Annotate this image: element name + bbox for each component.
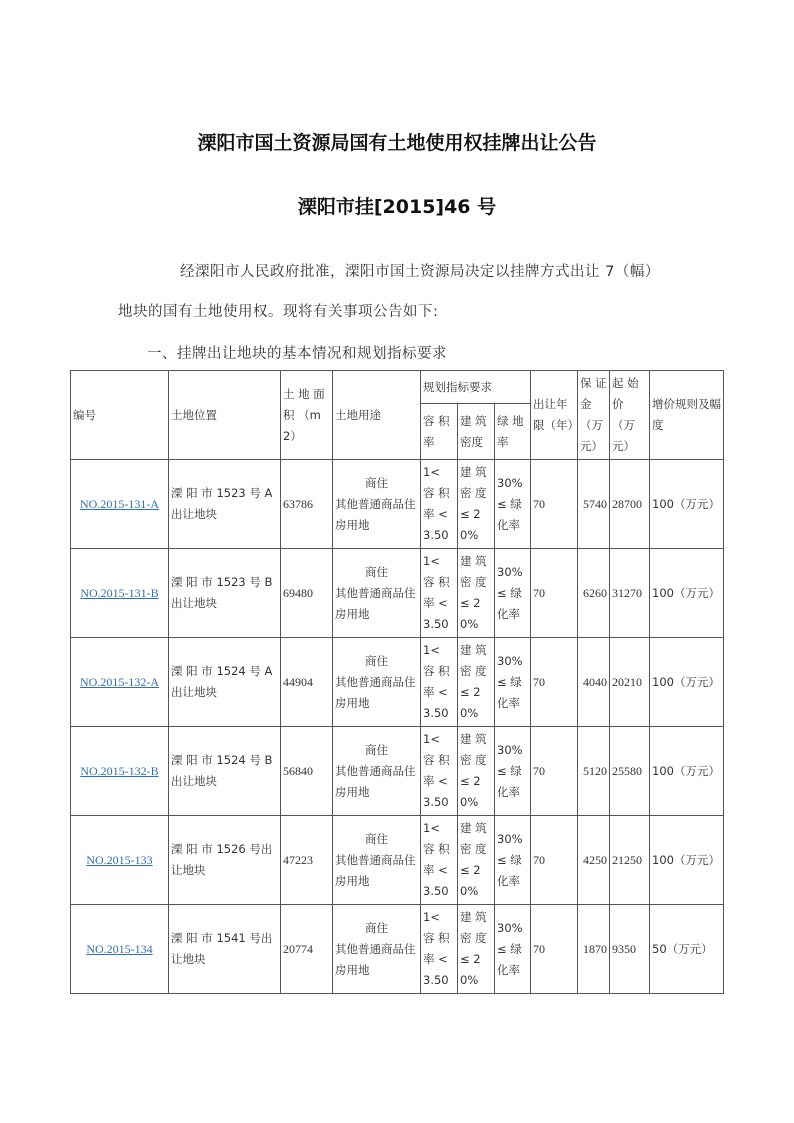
parcel-increment: 100（万元） [650,727,724,816]
header-planning: 规划指标要求 [421,371,531,404]
parcel-far: 1< 容 积 率 <3.50 [421,905,458,994]
header-term: 出让年限（年） [531,371,578,460]
parcel-increment: 100（万元） [650,816,724,905]
table-row [71,905,724,994]
parcel-area: 44904 [281,638,333,727]
parcel-far: 1< 容 积 率 <3.50 [421,727,458,816]
parcel-green: 30% ≤ 绿 化率 [495,549,531,638]
parcel-code-link[interactable]: NO.2015-131-A [80,496,159,511]
parcel-term: 70 [531,816,578,905]
parcel-use-line-1: 商住 [365,653,388,668]
parcel-use-line-2: 其他普通商品住房用地 [335,585,416,621]
parcel-location: 溧 阳 市 1541 号出让地块 [169,905,281,994]
parcel-code-link[interactable]: NO.2015-132-B [80,763,159,778]
parcel-use-line-1: 商住 [365,564,388,579]
parcel-green: 30% ≤ 绿 化率 [495,460,531,549]
parcel-use [333,727,421,816]
parcel-increment: 100（万元） [650,549,724,638]
parcel-area: 56840 [281,727,333,816]
parcel-term: 70 [531,549,578,638]
header-area: 土 地 面 积 （m2） [281,371,333,460]
parcel-increment: 100（万元） [650,460,724,549]
parcel-far: 1< 容 积 率 <3.50 [421,816,458,905]
header-start-price: 起 始 价 （万元） [610,371,650,460]
parcel-green: 30% ≤ 绿 化率 [495,727,531,816]
parcel-start-price: 20210 [610,638,650,727]
parcel-location: 溧 阳 市 1524 号 B 出让地块 [169,727,281,816]
parcel-increment: 50（万元） [650,905,724,994]
parcel-far: 1< 容 积 率 <3.50 [421,460,458,549]
parcel-use-line-1: 商住 [365,742,388,757]
parcel-use-line-2: 其他普通商品住房用地 [335,852,416,888]
intro-paragraph-line-2: 地块的国有土地使用权。现将有关事项公告如下: [118,304,439,320]
parcel-density: 建 筑 密 度 ≤ 20% [458,549,495,638]
parcel-far: 1< 容 积 率 <3.50 [421,549,458,638]
parcel-green: 30% ≤ 绿 化率 [495,638,531,727]
parcel-density: 建 筑 密 度 ≤ 20% [458,905,495,994]
header-density: 建 筑 密度 [458,404,495,460]
header-use: 土地用途 [333,371,421,460]
parcel-use-line-1: 商住 [365,831,388,846]
parcel-increment: 100（万元） [650,638,724,727]
header-location: 土地位置 [169,371,281,460]
parcel-code-link[interactable]: NO.2015-131-B [80,585,159,600]
parcel-use-line-2: 其他普通商品住房用地 [335,674,416,710]
parcel-location: 溧 阳 市 1526 号出让地块 [169,816,281,905]
parcel-density: 建 筑 密 度 ≤ 20% [458,816,495,905]
table-row [71,460,724,549]
parcel-start-price: 21250 [610,816,650,905]
parcel-use [333,905,421,994]
header-deposit: 保 证 金 （万元） [578,371,610,460]
parcel-term: 70 [531,638,578,727]
document-title: 溧阳市国土资源局国有土地使用权挂牌出让公告 [197,132,597,154]
header-far: 容 积率 [421,404,458,460]
parcel-area: 63786 [281,460,333,549]
parcel-area: 20774 [281,905,333,994]
parcel-use-line-2: 其他普通商品住房用地 [335,496,416,532]
parcel-density: 建 筑 密 度 ≤ 20% [458,638,495,727]
parcel-deposit: 1870 [578,905,610,994]
parcel-use-line-2: 其他普通商品住房用地 [335,763,416,799]
table-row [71,816,724,905]
header-green: 绿 地 率 [495,404,531,460]
document-number: 溧阳市挂[2015]46 号 [297,196,497,218]
parcel-use [333,638,421,727]
parcel-code-link[interactable]: NO.2015-133 [86,852,153,867]
parcel-use [333,816,421,905]
parcel-location: 溧 阳 市 1524 号 A 出让地块 [169,638,281,727]
parcel-green: 30% ≤ 绿 化率 [495,816,531,905]
parcel-start-price: 9350 [610,905,650,994]
parcel-green: 30% ≤ 绿 化率 [495,905,531,994]
parcel-location: 溧 阳 市 1523 号 A 出让地块 [169,460,281,549]
table-row [71,549,724,638]
section-heading: 一、挂牌出让地块的基本情况和规划指标要求 [147,346,447,362]
parcel-use-line-1: 商住 [365,920,388,935]
intro-paragraph-line-1: 经溧阳市人民政府批准，溧阳市国土资源局决定以挂牌方式出让 7（幅） [180,264,660,280]
parcel-deposit: 6260 [578,549,610,638]
table-header-row [71,371,724,404]
parcel-density: 建 筑 密 度 ≤ 20% [458,727,495,816]
parcel-deposit: 5740 [578,460,610,549]
parcel-term: 70 [531,460,578,549]
table-row [71,727,724,816]
parcel-far: 1< 容 积 率 <3.50 [421,638,458,727]
parcel-start-price: 31270 [610,549,650,638]
parcel-use-line-1: 商住 [365,475,388,490]
parcel-term: 70 [531,727,578,816]
parcel-deposit: 4250 [578,816,610,905]
header-increment: 增价规则及幅度 [650,371,724,460]
parcel-deposit: 4040 [578,638,610,727]
land-parcel-table [70,370,724,994]
parcel-area: 69480 [281,549,333,638]
parcel-start-price: 28700 [610,460,650,549]
parcel-start-price: 25580 [610,727,650,816]
parcel-use [333,549,421,638]
table-row [71,638,724,727]
parcel-deposit: 5120 [578,727,610,816]
parcel-density: 建 筑 密 度 ≤ 20% [458,460,495,549]
parcel-code-link[interactable]: NO.2015-134 [86,941,153,956]
parcel-use [333,460,421,549]
parcel-location: 溧 阳 市 1523 号 B 出让地块 [169,549,281,638]
parcel-term: 70 [531,905,578,994]
parcel-use-line-2: 其他普通商品住房用地 [335,941,416,977]
parcel-code-link[interactable]: NO.2015-132-A [80,674,159,689]
parcel-area: 47223 [281,816,333,905]
header-code: 编号 [71,371,169,460]
